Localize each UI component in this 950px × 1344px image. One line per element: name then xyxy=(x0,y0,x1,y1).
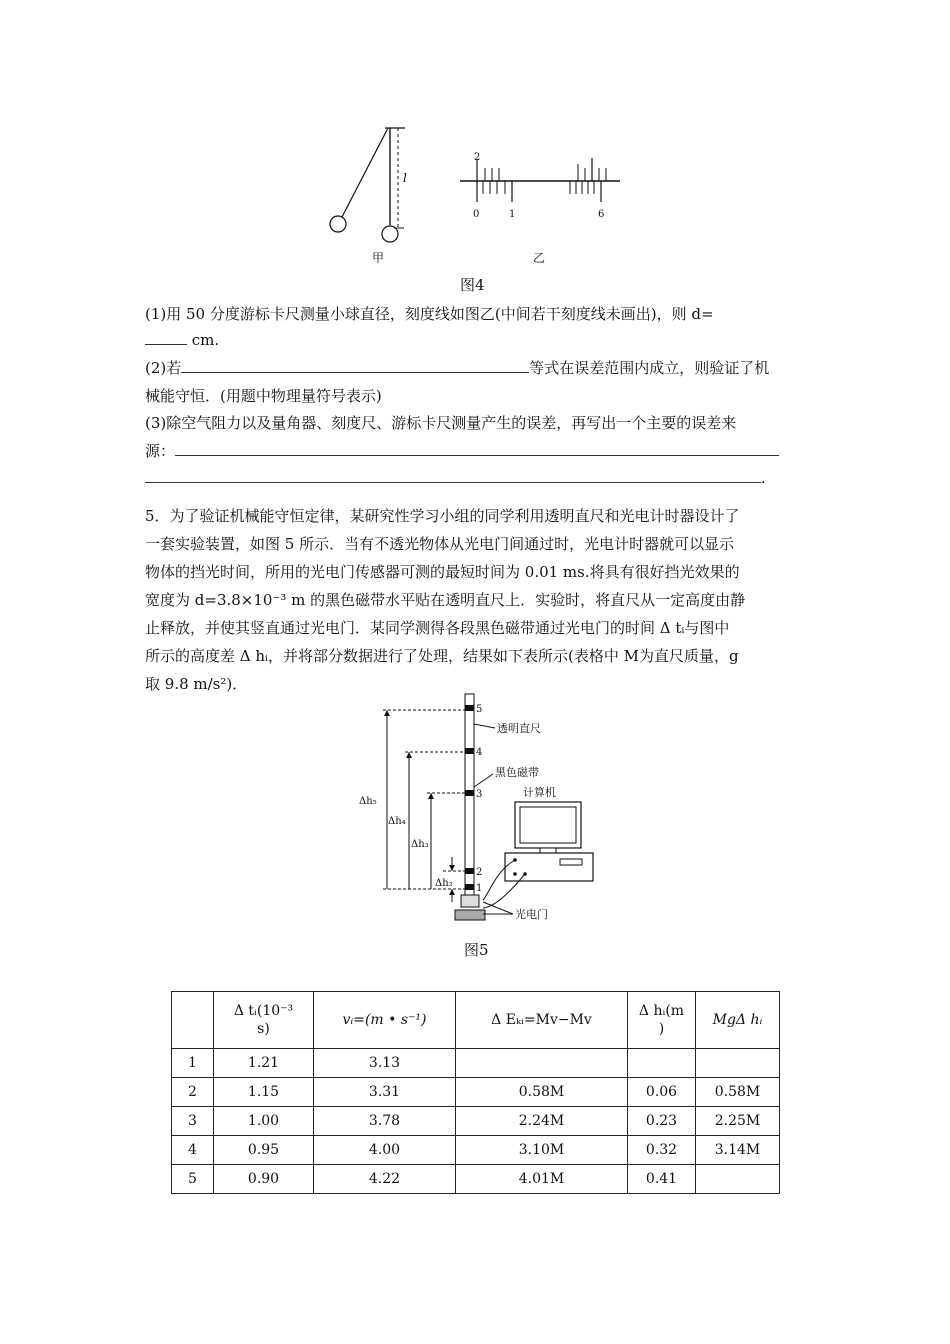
cell-dt: 1.00 xyxy=(214,1107,314,1136)
label-dh5: Δh₅ xyxy=(359,796,377,807)
q5-line5: 止释放，并使其竖直通过光电门．某同学测得各段黑色磁带通过光电门的时间 Δ tᵢ与图中 xyxy=(145,619,730,637)
table-row xyxy=(172,1078,780,1107)
cell-dt: 1.15 xyxy=(214,1078,314,1107)
q5-line4: 宽度为 d=3.8×10⁻³ m 的黑色磁带水平贴在透明直尺上．实验时，将直尺从一定高度由静 xyxy=(145,591,746,609)
mark-2: 2 xyxy=(476,867,483,878)
q4-part1-line1: (1)用 50 分度游标卡尺测量小球直径，刻度线如图乙(中间若干刻度线未画出)，则 d= xyxy=(145,305,714,323)
cell-mgdh: 2.25M xyxy=(696,1107,780,1136)
cell-dt: 0.90 xyxy=(214,1165,314,1194)
table-row xyxy=(172,1165,780,1194)
label-ruler: 透明直尺 xyxy=(497,722,541,735)
figure-4-caption: 图4 xyxy=(460,276,485,294)
q4-part2-prefix: (2)若 xyxy=(145,359,182,377)
cell-dek xyxy=(456,1049,628,1078)
q4-part3-end: . xyxy=(761,469,766,487)
label-dh2: Δh₂ xyxy=(435,878,453,889)
cell-dh: 0.41 xyxy=(628,1165,696,1194)
q4-part2-line1 xyxy=(145,355,769,381)
q4-part3-line2 xyxy=(145,438,779,464)
q5-line7: 取 9.8 m/s²)． xyxy=(145,675,248,693)
cell-dh: 0.06 xyxy=(628,1078,696,1107)
label-computer: 计算机 xyxy=(523,786,556,799)
label-yi: 乙 xyxy=(533,251,546,265)
cell-v: 3.31 xyxy=(314,1078,456,1107)
cell-dt: 0.95 xyxy=(214,1136,314,1165)
mark-5: 5 xyxy=(476,704,483,715)
q4-part3-line1: (3)除空气阻力以及量角器、刻度尺、游标卡尺测量产生的误差，再写出一个主要的误差来 xyxy=(145,414,737,432)
vernier-label-0: 0 xyxy=(473,209,480,220)
q5-line6: 所示的高度差 Δ hᵢ，并将部分数据进行了处理，结果如下表所示(表格中 M为直尺质量，g xyxy=(145,647,739,665)
cell-index: 2 xyxy=(172,1078,214,1107)
header-mgdh: MgΔ hᵢ xyxy=(696,992,780,1049)
label-tape: 黑色磁带 xyxy=(495,766,539,779)
cell-v: 3.78 xyxy=(314,1107,456,1136)
data-table xyxy=(171,991,780,1194)
cell-v: 4.00 xyxy=(314,1136,456,1165)
answer-blank-d[interactable] xyxy=(145,328,187,345)
vernier-label-1: 1 xyxy=(509,209,516,220)
label-dh3: Δh₃ xyxy=(411,839,429,850)
cell-dek: 3.10M xyxy=(456,1136,628,1165)
q4-part3-line3 xyxy=(145,465,766,491)
figure-4 xyxy=(320,120,640,270)
mark-3: 3 xyxy=(476,789,483,800)
table-row xyxy=(172,1136,780,1165)
cell-dt: 1.21 xyxy=(214,1049,314,1078)
q4-part1-line2 xyxy=(145,327,219,353)
vernier-main-2: 2 xyxy=(474,152,481,163)
label-jia: 甲 xyxy=(372,251,385,265)
label-dh4: Δh₄ xyxy=(388,816,406,827)
cell-dh xyxy=(628,1049,696,1078)
header-dh: Δ hᵢ(m ) xyxy=(628,992,696,1049)
q4-part3-prefix: 源： xyxy=(145,442,176,460)
q4-part2-line2: 械能守恒．(用题中物理量符号表示) xyxy=(145,387,382,405)
label-gate: 光电门 xyxy=(515,908,548,921)
cell-v: 4.22 xyxy=(314,1165,456,1194)
header-v: vᵢ=(m • s⁻¹) xyxy=(314,992,456,1049)
vernier-label-6: 6 xyxy=(598,209,605,220)
cell-dh: 0.32 xyxy=(628,1136,696,1165)
cell-mgdh xyxy=(696,1049,780,1078)
cell-index: 3 xyxy=(172,1107,214,1136)
answer-blank-equation[interactable] xyxy=(181,356,529,373)
q4-part1-unit: cm. xyxy=(191,331,220,349)
answer-blank-error-source-2[interactable] xyxy=(145,466,761,483)
q5-line2: 一套实验装置，如图 5 所示．当有不透光物体从光电门间通过时，光电计时器就可以显示 xyxy=(145,535,735,553)
q4-part2-suffix: 等式在误差范围内成立，则验证了机 xyxy=(529,359,770,377)
cell-index: 5 xyxy=(172,1165,214,1194)
q5-line3: 物体的挡光时间，所用的光电门传感器可测的最短时间为 0.01 ms.将具有很好挡光效果的 xyxy=(145,563,740,581)
vernier-scale-diagram xyxy=(460,152,620,220)
answer-blank-error-source-1[interactable] xyxy=(175,439,779,456)
cell-index: 1 xyxy=(172,1049,214,1078)
table-row xyxy=(172,1049,780,1078)
cell-mgdh: 0.58M xyxy=(696,1078,780,1107)
header-dek: Δ Eₖᵢ=Mv−Mv xyxy=(456,992,628,1049)
cell-v: 3.13 xyxy=(314,1049,456,1078)
cell-dek: 4.01M xyxy=(456,1165,628,1194)
cell-index: 4 xyxy=(172,1136,214,1165)
table-header-row xyxy=(172,992,780,1049)
mark-4: 4 xyxy=(476,747,483,758)
cell-mgdh xyxy=(696,1165,780,1194)
header-dt: Δ tᵢ(10⁻³ s) xyxy=(214,992,314,1049)
figure-5-apparatus xyxy=(355,692,625,932)
q5-line1: 5．为了验证机械能守恒定律，某研究性学习小组的同学利用透明直尺和光电计时器设计了 xyxy=(145,507,740,525)
length-label: l xyxy=(403,171,407,185)
cell-dh: 0.23 xyxy=(628,1107,696,1136)
pendulum-diagram xyxy=(330,128,407,242)
figure-5-caption: 图5 xyxy=(464,941,489,959)
cell-dek: 0.58M xyxy=(456,1078,628,1107)
cell-mgdh: 3.14M xyxy=(696,1136,780,1165)
mark-1: 1 xyxy=(476,883,483,894)
header-index xyxy=(172,992,214,1049)
table-row xyxy=(172,1107,780,1136)
cell-dek: 2.24M xyxy=(456,1107,628,1136)
